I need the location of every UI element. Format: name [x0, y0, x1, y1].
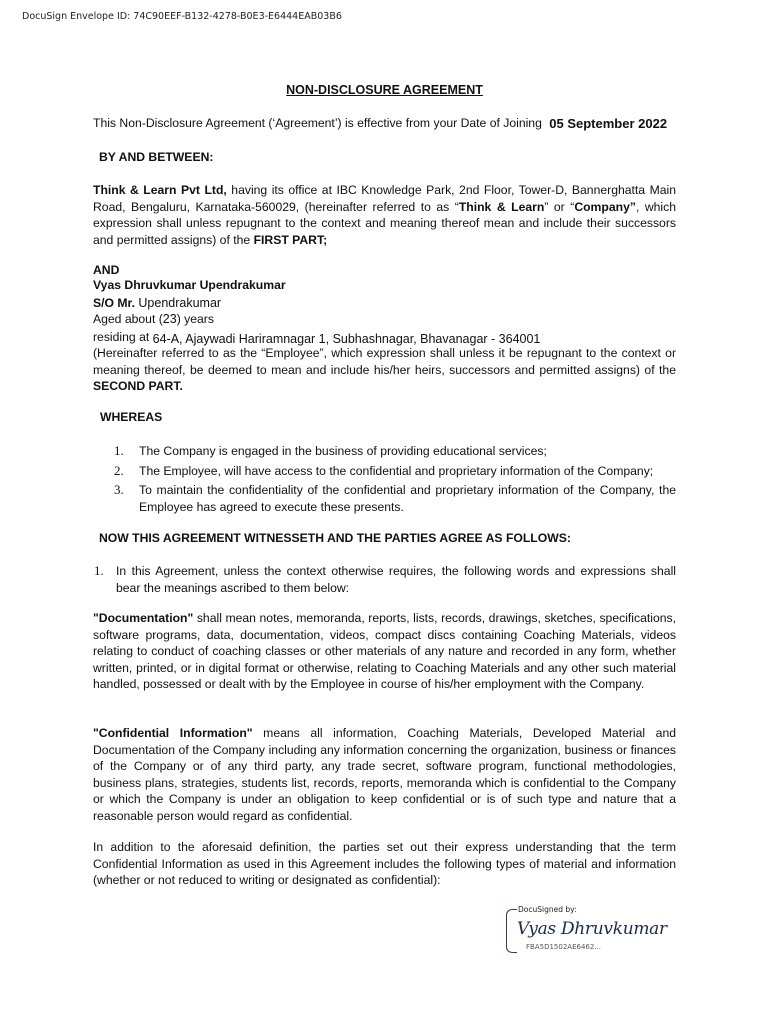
effective-text: This Non-Disclosure Agreement (‘Agreement’) is effective from your Date of Joining — [93, 116, 542, 130]
signature-bracket — [506, 909, 517, 953]
company-word: Company” — [574, 199, 636, 214]
so-label: S/O Mr. — [93, 296, 135, 310]
title-text: NON-DISCLOSURE AGREEMENT — [286, 83, 483, 97]
first-party-text-2: ” or “ — [544, 199, 575, 214]
list-number: 1. — [114, 443, 124, 458]
list-item — [93, 482, 676, 515]
signature-name: Vyas Dhruvkumar — [517, 919, 667, 939]
confidential-definition — [93, 725, 676, 825]
list-item — [93, 463, 676, 480]
list-item — [93, 443, 676, 460]
docusign-signature-block — [504, 905, 667, 955]
confidential-term: "Confidential Information" — [93, 726, 253, 740]
company-name: Think & Learn Pvt Ltd, — [93, 183, 227, 197]
employee-address: 64-A, Ajaywadi Hariramnagar 1, Subhashnagar, Bhavanagar - 364001 — [152, 332, 541, 346]
son-of-line — [93, 295, 221, 312]
father-name: Upendrakumar — [138, 296, 222, 310]
first-party-text-3: , which expression shall unless repugnant to the context and meaning thereof mean and include their successors and permitted assigns) of the — [93, 199, 676, 247]
joining-date: 05 September 2022 — [549, 116, 668, 131]
confidential-text: means all information, Coaching Materials, Developed Material and Documentation of the Company including any information concerning the organization, business or finances of the Company or of any third party, any trade secret, software program, functional methodologies, business plans, strategies, students list, records, reports, memoranda which is confidential to the Company or which the Company is under an obligation to keep confidential or is of such type and nature that a reasonable person would regard as confidential. — [93, 726, 677, 823]
documentation-definition — [93, 610, 676, 693]
witnesseth-heading: NOW THIS AGREEMENT WITNESSETH AND THE PARTIES AGREE AS FOLLOWS: — [99, 531, 571, 545]
second-party-paragraph — [93, 345, 676, 395]
first-party-paragraph — [93, 182, 676, 248]
residing-label: residing at — [93, 330, 150, 344]
clause-text: In this Agreement, unless the context otherwise requires, the following words and expressions shall bear the meanings ascribed to them below: — [116, 564, 676, 595]
list-item — [93, 563, 676, 596]
whereas-heading: WHEREAS — [100, 410, 163, 424]
documentation-term: "Documentation" — [93, 611, 194, 625]
first-party-text-1: having its office at IBC Knowledge Park, 2nd Floor, Tower-D, Bannerghatta Main Road, Bengaluru, Karnataka-560029, (hereinafter referred to as “ — [93, 183, 676, 214]
aged-label-1: Aged about ( — [93, 312, 163, 326]
employee-age: 23 — [162, 312, 177, 326]
documentation-text: shall mean notes, memoranda, reports, lists, records, drawings, sketches, specifications, software programs, data, documentation, videos, compact discs containing Coaching Materials, videos relating to conduct of coaching classes or other materials of any nature and recorded in any form, whether written, printed, or in digital format or otherwise, relating to Coaching Materials and any other such material handled, possessed or dealt with by the Employee in course of his/her employment with the Company. — [93, 611, 676, 692]
list-text: The Employee, will have access to the confidential and proprietary information of the Company; — [139, 463, 654, 478]
clause-number: 1. — [94, 563, 104, 578]
aged-label-2: ) years — [176, 312, 214, 326]
list-number: 2. — [114, 462, 124, 478]
employee-name: Vyas Dhruvkumar Upendrakumar — [93, 278, 286, 292]
docusigned-label: DocuSigned by: — [518, 905, 577, 914]
second-part-label: SECOND PART. — [93, 379, 183, 394]
envelope-id: DocuSign Envelope ID: 74C90EEF-B132-4278-B0E3-E6444EAB03B6 — [22, 11, 342, 22]
list-number: 3. — [114, 482, 124, 498]
signature-id: FBA5D1502AE6462... — [526, 943, 601, 951]
effective-date-line — [93, 115, 667, 132]
by-and-between-heading: BY AND BETWEEN: — [99, 150, 214, 164]
first-part-label: FIRST PART; — [253, 232, 328, 247]
list-text: To maintain the confidentiality of the confidential and proprietary information of the Company, the Employee has agreed to execute these presents. — [139, 483, 676, 514]
document-title — [93, 82, 676, 99]
company-short-name: Think & Learn — [458, 199, 545, 214]
whereas-list — [93, 443, 676, 518]
and-label: AND — [93, 263, 120, 277]
age-line — [93, 311, 214, 328]
list-text: The Company is engaged in the business of providing educational services; — [139, 444, 547, 458]
clause-list — [93, 563, 676, 599]
residence-line — [93, 329, 540, 346]
second-party-text: (Hereinafter referred to as the “Employee”, which expression shall unless it be repugnant to the context or meaning thereof, be deemed to mean and include his/her heirs, successors and permitted assigns) of the — [93, 346, 676, 377]
addition-paragraph: In addition to the aforesaid definition, the parties set out their express understanding that the term Confidential Information as used in this Agreement includes the following types of material and information (whether or not reduced to writing or designated as confidential): — [93, 840, 676, 888]
